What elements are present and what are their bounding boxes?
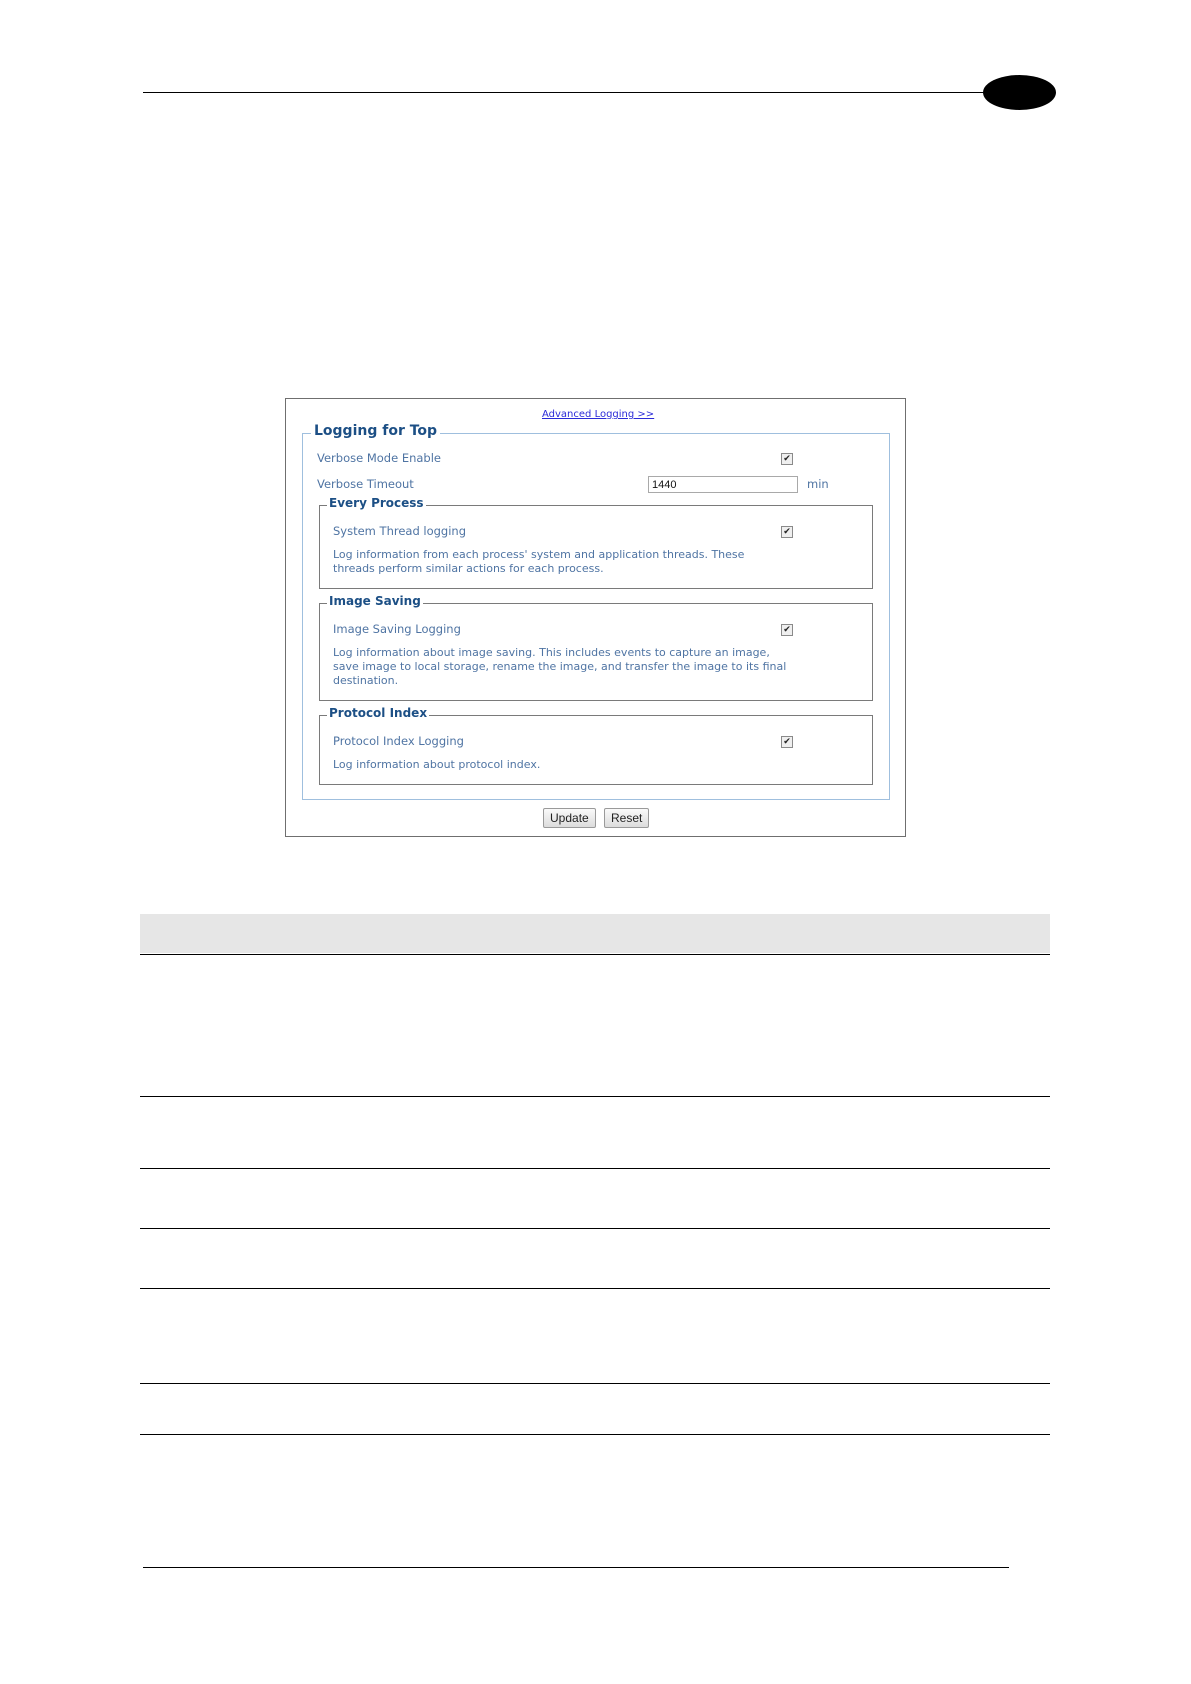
table-row-divider <box>140 1168 1050 1169</box>
protocol-index-logging-checkbox[interactable]: ✔ <box>781 736 793 748</box>
logging-screenshot-figure <box>285 398 906 837</box>
verbose-timeout-input[interactable] <box>648 476 798 493</box>
image-saving-logging-label: Image Saving Logging <box>333 622 461 636</box>
system-thread-logging-checkbox[interactable]: ✔ <box>781 526 793 538</box>
protocol-index-description: Log information about protocol index. <box>333 758 541 771</box>
verbose-mode-label: Verbose Mode Enable <box>317 451 441 465</box>
footer-rule <box>143 1567 1009 1568</box>
table-row-divider <box>140 1383 1050 1384</box>
image-saving-fieldset <box>319 594 873 701</box>
table-bottom-rule <box>140 1434 1050 1435</box>
header-rule <box>143 92 996 93</box>
verbose-timeout-label: Verbose Timeout <box>317 477 414 491</box>
timeout-unit: min <box>807 477 829 491</box>
protocol-index-logging-label: Protocol Index Logging <box>333 734 464 748</box>
table-row-divider <box>140 1096 1050 1097</box>
every-process-legend: Every Process <box>329 496 424 510</box>
image-saving-description: Log information about image saving. This includes events to capture an image, save image to local storage, rename the image, and transfer the image to its final destination. <box>333 646 787 687</box>
system-thread-logging-label: System Thread logging <box>333 524 467 538</box>
table-row-divider <box>140 1288 1050 1289</box>
reset-button[interactable]: Reset <box>604 808 649 828</box>
advanced-logging-link[interactable]: Advanced Logging >> <box>542 409 655 420</box>
table-header-row <box>140 914 1050 953</box>
every-process-fieldset <box>319 496 873 589</box>
every-process-description: Log information from each process' system and application threads. These threads perform similar actions for each process. <box>333 548 745 575</box>
image-saving-legend: Image Saving <box>329 594 421 608</box>
logging-for-top-fieldset <box>302 423 890 800</box>
protocol-index-legend: Protocol Index <box>329 706 428 720</box>
image-saving-logging-checkbox[interactable]: ✔ <box>781 624 793 636</box>
table-row-divider <box>140 954 1050 955</box>
verbose-mode-checkbox[interactable]: ✔ <box>781 453 793 465</box>
update-button[interactable]: Update <box>543 808 596 828</box>
section-title: Logging for Top <box>311 423 440 439</box>
protocol-index-fieldset <box>319 706 873 785</box>
chapter-tab-oval <box>983 75 1056 110</box>
table-row-divider <box>140 1228 1050 1229</box>
